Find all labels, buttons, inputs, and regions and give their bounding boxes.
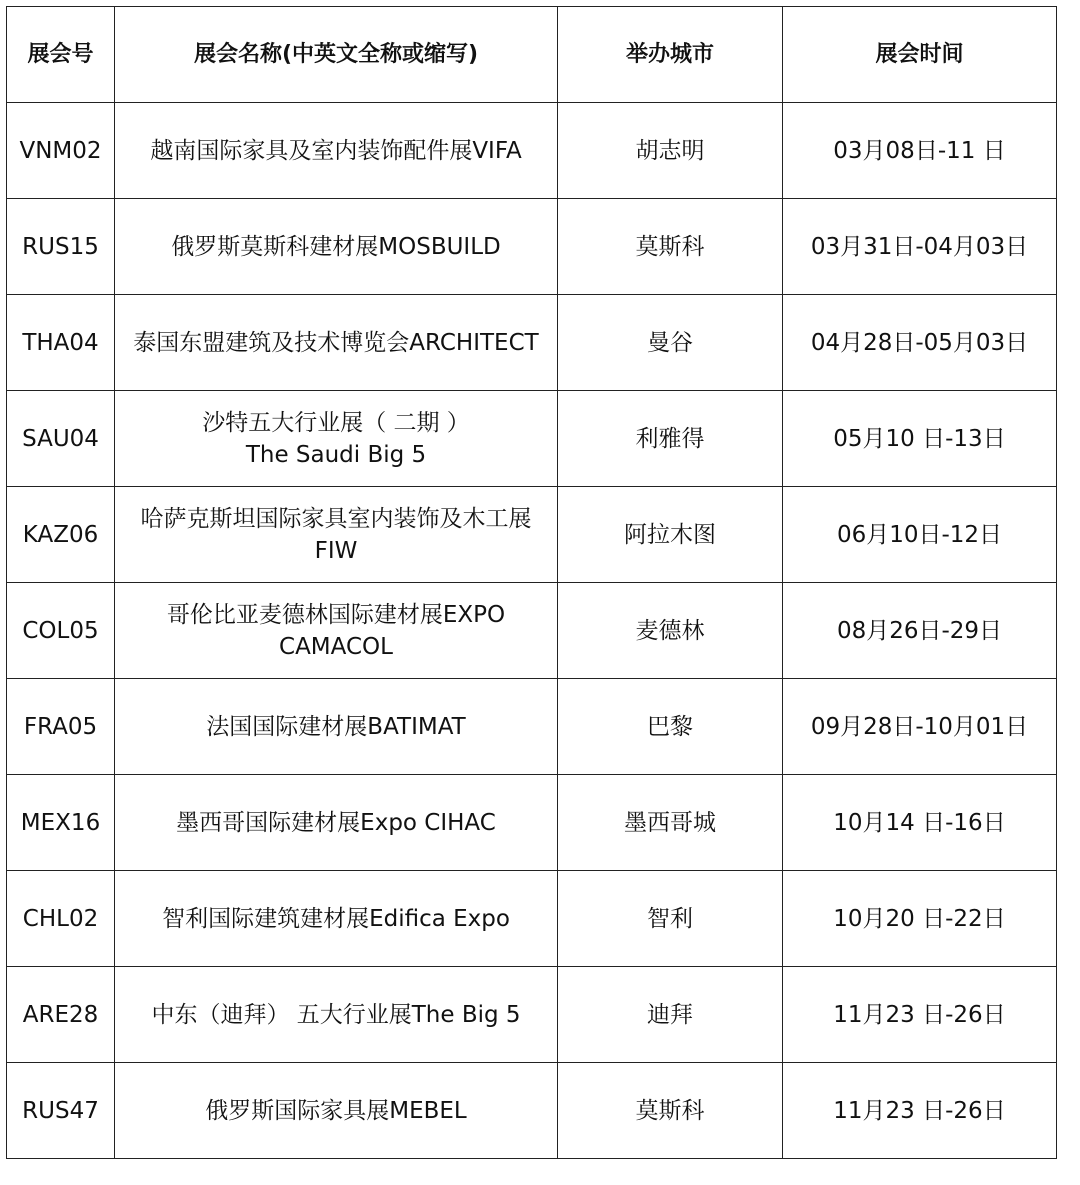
- exhibition-name-cell: [115, 295, 558, 391]
- exhibition-code-cell: COL05: [7, 583, 115, 679]
- exhibition-name-cell: [115, 103, 558, 199]
- host-city-cell: 莫斯科: [558, 199, 783, 295]
- table-row: [7, 295, 1057, 391]
- exhibition-name-line: 俄罗斯莫斯科建材展MOSBUILD: [171, 233, 501, 260]
- exhibition-name-cell: [115, 199, 558, 295]
- host-city-cell: 莫斯科: [558, 1063, 783, 1159]
- exhibition-date-cell: 11月23 日-26日: [783, 967, 1057, 1063]
- host-city-cell: 智利: [558, 871, 783, 967]
- exhibition-code-cell: KAZ06: [7, 487, 115, 583]
- exhibition-date-cell: 03月08日-11 日: [783, 103, 1057, 199]
- exhibition-date-cell: 03月31日-04月03日: [783, 199, 1057, 295]
- exhibition-code-cell: SAU04: [7, 391, 115, 487]
- exhibition-date-cell: 08月26日-29日: [783, 583, 1057, 679]
- table-row: [7, 391, 1057, 487]
- table-header-row: [7, 7, 1057, 103]
- table-body: [7, 103, 1057, 1159]
- exhibition-name-line: 哥伦比亚麦德林国际建材展EXPO: [166, 601, 506, 628]
- exhibition-name-line: 泰国东盟建筑及技术博览会ARCHITECT: [133, 329, 539, 356]
- exhibition-name-line: 中东（迪拜） 五大行业展The Big 5: [151, 1001, 521, 1028]
- exhibition-table: [6, 6, 1057, 1159]
- exhibition-name-cell: [115, 487, 558, 583]
- host-city-cell: 迪拜: [558, 967, 783, 1063]
- table-row: [7, 775, 1057, 871]
- exhibition-date-cell: 10月14 日-16日: [783, 775, 1057, 871]
- exhibition-name-cell: [115, 871, 558, 967]
- table-row: [7, 967, 1057, 1063]
- exhibition-name-line: 智利国际建筑建材展Edifica Expo: [162, 905, 510, 932]
- exhibition-code-cell: MEX16: [7, 775, 115, 871]
- exhibition-date-cell: 10月20 日-22日: [783, 871, 1057, 967]
- exhibition-name-line: CAMACOL: [279, 633, 393, 660]
- exhibition-code-cell: ARE28: [7, 967, 115, 1063]
- exhibition-name-cell: [115, 775, 558, 871]
- exhibition-code-cell: VNM02: [7, 103, 115, 199]
- exhibition-name-line: 法国国际建材展BATIMAT: [206, 713, 466, 740]
- exhibition-name-line: FIW: [314, 537, 358, 564]
- header-exhibition-name: 展会名称(中英文全称或缩写): [115, 7, 558, 103]
- exhibition-name-line: 墨西哥国际建材展Expo CIHAC: [176, 809, 496, 836]
- host-city-cell: 阿拉木图: [558, 487, 783, 583]
- exhibition-name-cell: [115, 1063, 558, 1159]
- host-city-cell: 墨西哥城: [558, 775, 783, 871]
- exhibition-code-cell: FRA05: [7, 679, 115, 775]
- host-city-cell: 巴黎: [558, 679, 783, 775]
- exhibition-name-cell: [115, 391, 558, 487]
- exhibition-name-line: 越南国际家具及室内装饰配件展VIFA: [150, 137, 522, 164]
- exhibition-name-line: 俄罗斯国际家具展MEBEL: [205, 1097, 467, 1124]
- table-row: [7, 487, 1057, 583]
- exhibition-code-cell: THA04: [7, 295, 115, 391]
- exhibition-code-cell: CHL02: [7, 871, 115, 967]
- table-row: [7, 103, 1057, 199]
- table-row: [7, 871, 1057, 967]
- table-row: [7, 679, 1057, 775]
- exhibition-date-cell: 04月28日-05月03日: [783, 295, 1057, 391]
- exhibition-name-line: The Saudi Big 5: [245, 441, 427, 468]
- table-row: [7, 583, 1057, 679]
- exhibition-name-line: 哈萨克斯坦国际家具室内装饰及木工展: [140, 505, 532, 532]
- header-host-city: 举办城市: [558, 7, 783, 103]
- exhibition-name-cell: [115, 583, 558, 679]
- exhibition-date-cell: 09月28日-10月01日: [783, 679, 1057, 775]
- host-city-cell: 胡志明: [558, 103, 783, 199]
- header-exhibition-code: 展会号: [7, 7, 115, 103]
- host-city-cell: 利雅得: [558, 391, 783, 487]
- exhibition-code-cell: RUS47: [7, 1063, 115, 1159]
- exhibition-date-cell: 05月10 日-13日: [783, 391, 1057, 487]
- table-row: [7, 199, 1057, 295]
- exhibition-date-cell: 11月23 日-26日: [783, 1063, 1057, 1159]
- exhibition-name-line: 沙特五大行业展（ 二期 ）: [202, 409, 470, 436]
- exhibition-code-cell: RUS15: [7, 199, 115, 295]
- host-city-cell: 麦德林: [558, 583, 783, 679]
- exhibition-name-cell: [115, 967, 558, 1063]
- host-city-cell: 曼谷: [558, 295, 783, 391]
- exhibition-name-cell: [115, 679, 558, 775]
- table-row: [7, 1063, 1057, 1159]
- header-exhibition-date: 展会时间: [783, 7, 1057, 103]
- exhibition-date-cell: 06月10日-12日: [783, 487, 1057, 583]
